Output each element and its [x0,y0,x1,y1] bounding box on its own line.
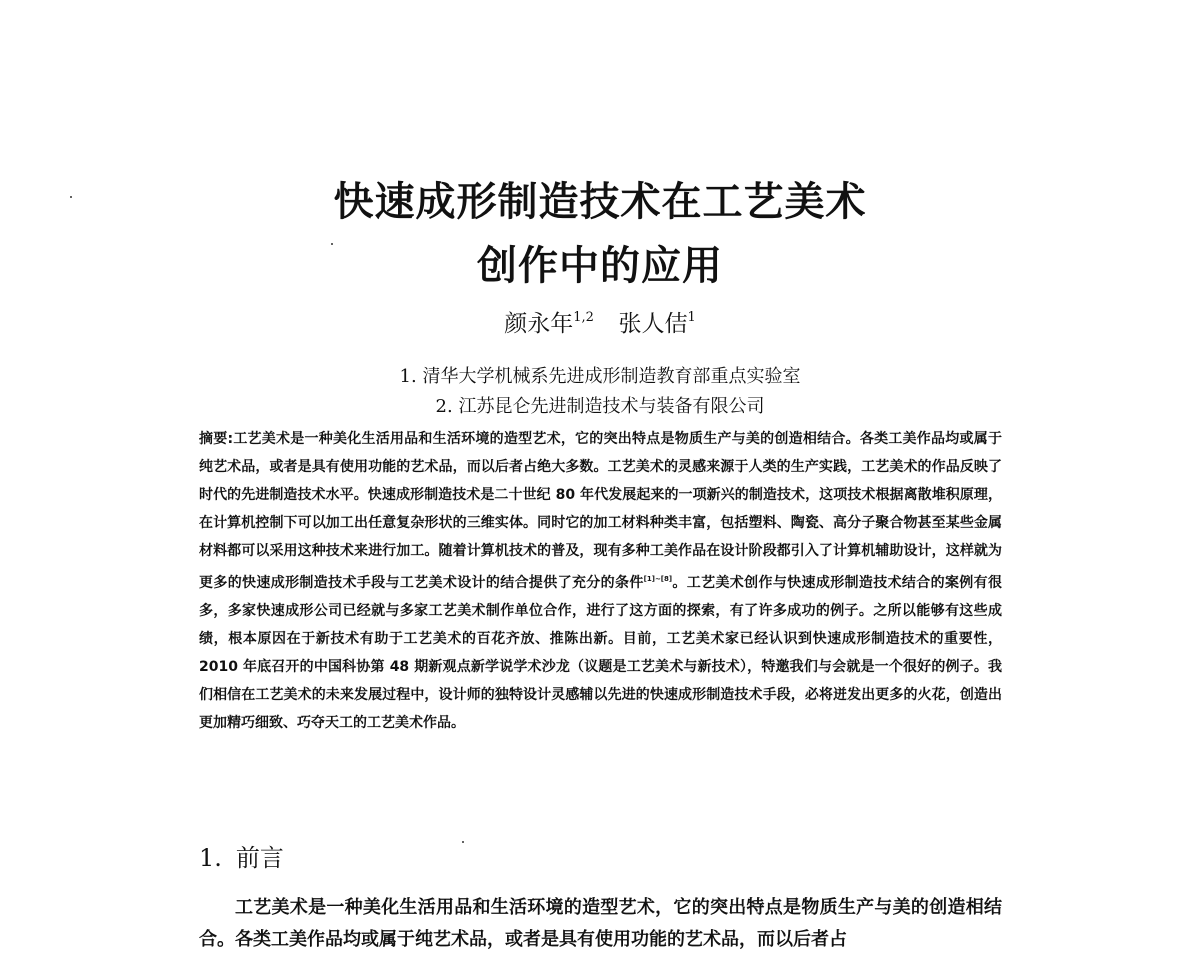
section-title: 前言 [235,844,284,872]
section-heading [199,846,284,870]
paper-title-line-2: 创作中的应用 [477,243,723,289]
paper-title-line-1: 快速成形制造技术在工艺美术 [333,179,867,225]
author-affiliation-mark: 1 [687,310,696,325]
abstract-text: 。工艺美术创作与快速成形制造技术结合的案例有很多，多家快速成形公司已经就与多家工艺美术制作单位合作，进行了这方面的探索，有了许多成功的例子。之所以能够有这些成绩，根本原因在于新技术有助于工艺美术的百花齐放、推陈出新。目前，工艺美术家已经认识到快速成形制造技术的重要性，2010 年底召开的中国科协第 48 期新观点新学说学术沙龙（议题是工艺美术与新技术），特邀我们与会就是一个很好的例子。我们相信在工艺美术的未来发展过程中，设计师的独特设计灵感辅以先进的快速成形制造技术手段，必将迸发出更多的火花，创造出更加精巧细致、巧夺天工的工艺美术作品。 [199,575,1002,731]
author-line [0,310,1200,339]
author-affiliation-mark: 1,2 [573,310,594,325]
abstract-text: 工艺美术是一种美化生活用品和生活环境的造型艺术，它的突出特点是物质生产与美的创造相结合。各类工美作品均或属于纯艺术品，或者是具有使用功能的艺术品，而以后者占绝大多数。工艺美术的灵感来源于人类的生产实践，工艺美术的作品反映了时代的先进制造技术水平。快速成形制造技术是二十世纪 80 年代发展起来的一项新兴的制造技术，这项技术根据离散堆积原理，在计算机控制下可以加工出任意复杂形状的三维实体。同时它的加工材料种类丰富，包括塑料、陶瓷、高分子聚合物甚至某些金属材料都可以采用这种技术来进行加工。随着计算机技术的普及，现有多种工美作品在设计阶段都引入了计算机辅助设计，这样就为更多的快速成形制造技术手段与工艺美术设计的结合提供了充分的条件 [199,431,1002,591]
affiliation-2: 2. 江苏昆仑先进制造技术与装备有限公司 [435,396,765,417]
section-number: 1. [199,844,222,872]
body-paragraph: 工艺美术是一种美化生活用品和生活环境的造型艺术，它的突出特点是物质生产与美的创造相结合。各类工美作品均或属于纯艺术品，或者是具有使用功能的艺术品，而以后者占 [199,897,1002,950]
author-name: 颜永年 [504,311,574,337]
scan-speck [462,841,464,843]
author-name: 张人佶 [618,311,688,337]
abstract [199,425,1002,737]
affiliation-1: 1. 清华大学机械系先进成形制造教育部重点实验室 [399,366,801,387]
scan-speck [331,243,333,245]
citation-mark: [1]~[8] [643,575,673,583]
abstract-label: 摘要: [199,431,234,447]
